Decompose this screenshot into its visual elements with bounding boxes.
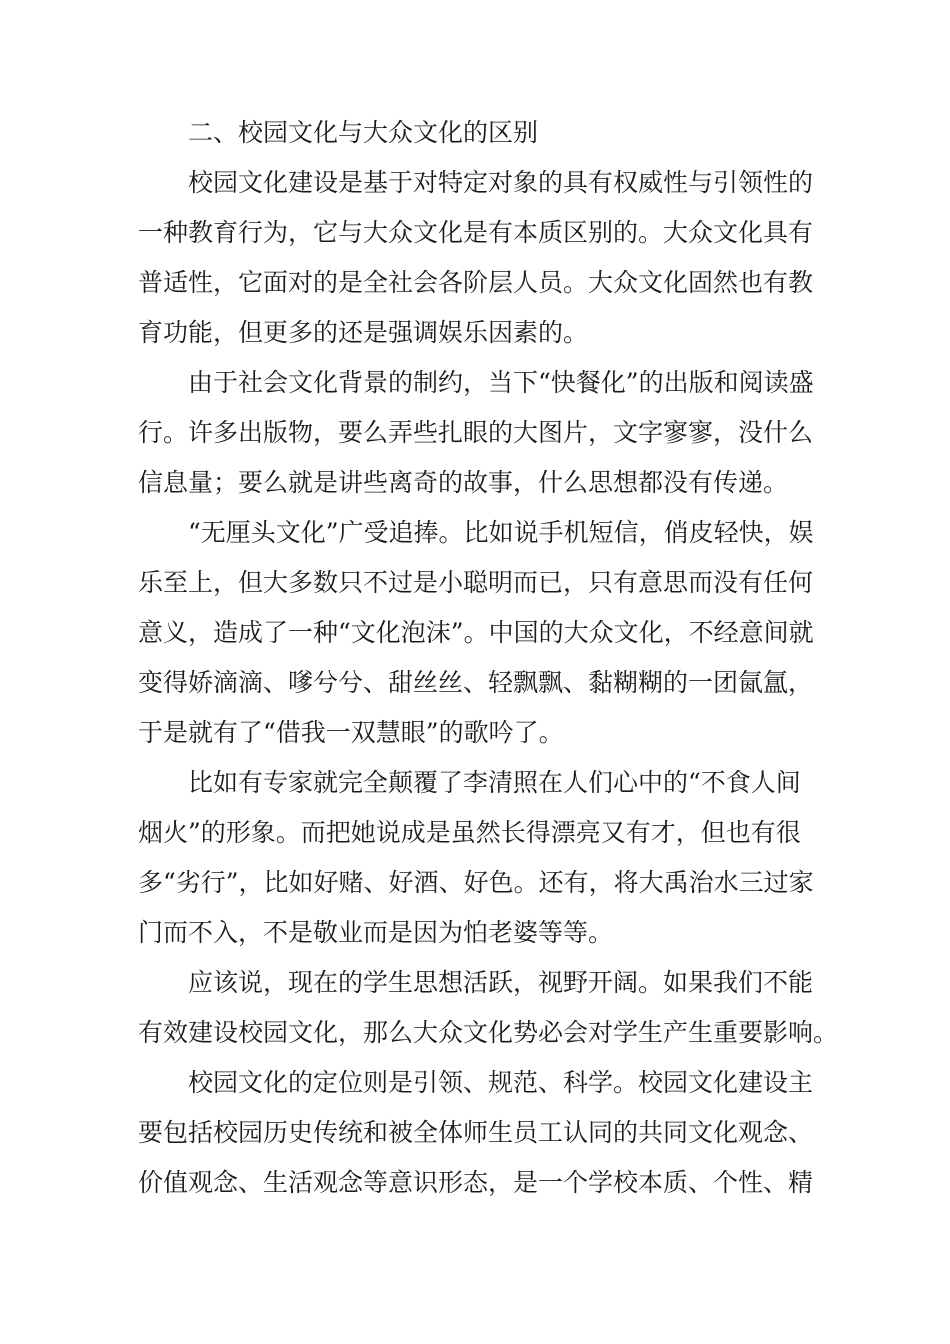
paragraph-line: 行。许多出版物，要么弄些扎眼的大图片，文字寥寥，没什么 bbox=[138, 418, 814, 447]
paragraph-line: 信息量；要么就是讲些离奇的故事，什么思想都没有传递。 bbox=[138, 468, 789, 497]
paragraph-line: 普适性，它面对的是全社会各阶层人员。大众文化固然也有教 bbox=[138, 268, 814, 297]
paragraph-line: 育功能，但更多的还是强调娱乐因素的。 bbox=[138, 318, 589, 347]
paragraph-line: 烟火”的形象。而把她说成是虽然长得漂亮又有才，但也有很 bbox=[138, 818, 801, 847]
paragraph-line: 应该说，现在的学生思想活跃，视野开阔。如果我们不能 bbox=[188, 968, 814, 997]
section-heading: 二、校园文化与大众文化的区别 bbox=[188, 118, 539, 147]
paragraph-line: 校园文化的定位则是引领、规范、科学。校园文化建设主 bbox=[188, 1068, 814, 1097]
paragraph-line: 于是就有了“借我一双慧眼”的歌吟了。 bbox=[138, 718, 564, 747]
paragraph-line: 价值观念、生活观念等意识形态，是一个学校本质、个性、精 bbox=[138, 1168, 814, 1197]
paragraph-line: 由于社会文化背景的制约，当下“快餐化”的出版和阅读盛 bbox=[188, 368, 814, 397]
paragraph-line: 要包括校园历史传统和被全体师生员工认同的共同文化观念、 bbox=[138, 1118, 814, 1147]
paragraph-line: 门而不入，不是敬业而是因为怕老婆等等。 bbox=[138, 918, 614, 947]
paragraph-line: 比如有专家就完全颠覆了李清照在人们心中的“不食人间 bbox=[188, 768, 801, 797]
paragraph-line: 意义，造成了一种“文化泡沫”。中国的大众文化，不经意间就 bbox=[138, 618, 814, 647]
paragraph-line: “无厘头文化”广受追捧。比如说手机短信，俏皮轻快，娱 bbox=[188, 518, 814, 547]
paragraph-line: 变得娇滴滴、嗲兮兮、甜丝丝、轻飘飘、黏糊糊的一团氤氲， bbox=[138, 668, 814, 697]
paragraph-line: 一种教育行为，它与大众文化是有本质区别的。大众文化具有 bbox=[138, 218, 814, 247]
paragraph-line: 乐至上，但大多数只不过是小聪明而已，只有意思而没有任何 bbox=[138, 568, 814, 597]
paragraph-line: 校园文化建设是基于对特定对象的具有权威性与引领性的 bbox=[188, 168, 814, 197]
paragraph-line: 有效建设校园文化，那么大众文化势必会对学生产生重要影响。 bbox=[138, 1018, 839, 1047]
paragraph-line: 多“劣行”，比如好赌、好酒、好色。还有，将大禹治水三过家 bbox=[138, 868, 814, 897]
